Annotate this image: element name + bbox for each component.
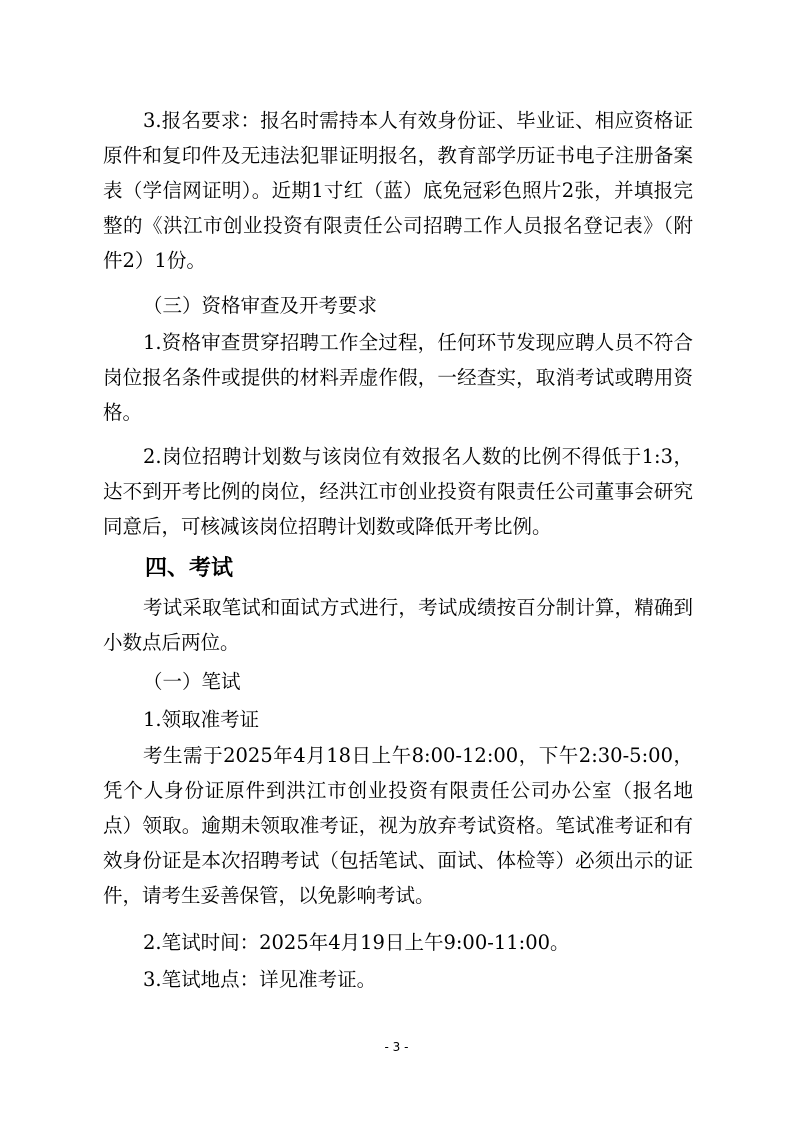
section-title-exam: 四、考试 bbox=[145, 556, 234, 581]
item-heading-admission-ticket: 1.领取准考证 bbox=[143, 708, 260, 731]
section-heading-qualification-review: （三）资格审查及开考要求 bbox=[143, 294, 378, 317]
paragraph-exam-ratio: 2.岗位招聘计划数与该岗位有效报名人数的比例不得低于1:3，达不到开考比例的岗位，经洪江市创业投资有限责任公司董事会研究同意后，可核减该岗位招聘计划数或降低开考比例。 bbox=[103, 445, 693, 538]
paragraph-exam-method: 考试采取笔试和面试方式进行，考试成绩按百分制计算，精确到小数点后两位。 bbox=[103, 596, 693, 654]
paragraph-admission-ticket: 考生需于2025年4月18日上午8:00-12:00，下午2:30-5:00，凭个人身份证原件到洪江市创业投资有限责任公司办公室（报名地点）领取。逾期未领取准考证，视为放弃考试资格。笔试准考证和有效身份证是本次招聘考试（包括笔试、面试、体检等）必须出示的证件，请考生妥善保管，以免影响考试。 bbox=[103, 744, 693, 907]
paragraph-written-exam-time: 2.笔试时间：2025年4月19日上午9:00-11:00。 bbox=[143, 931, 570, 954]
paragraph-registration-requirements: 3.报名要求：报名时需持本人有效身份证、毕业证、相应资格证原件和复印件及无违法犯罪证明报名，教育部学历证书电子注册备案表（学信网证明）。近期1寸红（蓝）底免冠彩色照片2张，并填报完整的《洪江市创业投资有限责任公司招聘工作人员报名登记表》（附件2）1份。 bbox=[103, 109, 693, 272]
paragraph-written-exam-location: 3.笔试地点：详见准考证。 bbox=[143, 968, 377, 991]
subsection-heading-written-exam: （一）笔试 bbox=[143, 670, 241, 693]
paragraph-qualification-review: 1.资格审查贯穿招聘工作全过程，任何环节发现应聘人员不符合岗位报名条件或提供的材料弄虚作假，一经查实，取消考试或聘用资格。 bbox=[103, 331, 693, 424]
page-number: - 3 - bbox=[384, 1040, 409, 1054]
